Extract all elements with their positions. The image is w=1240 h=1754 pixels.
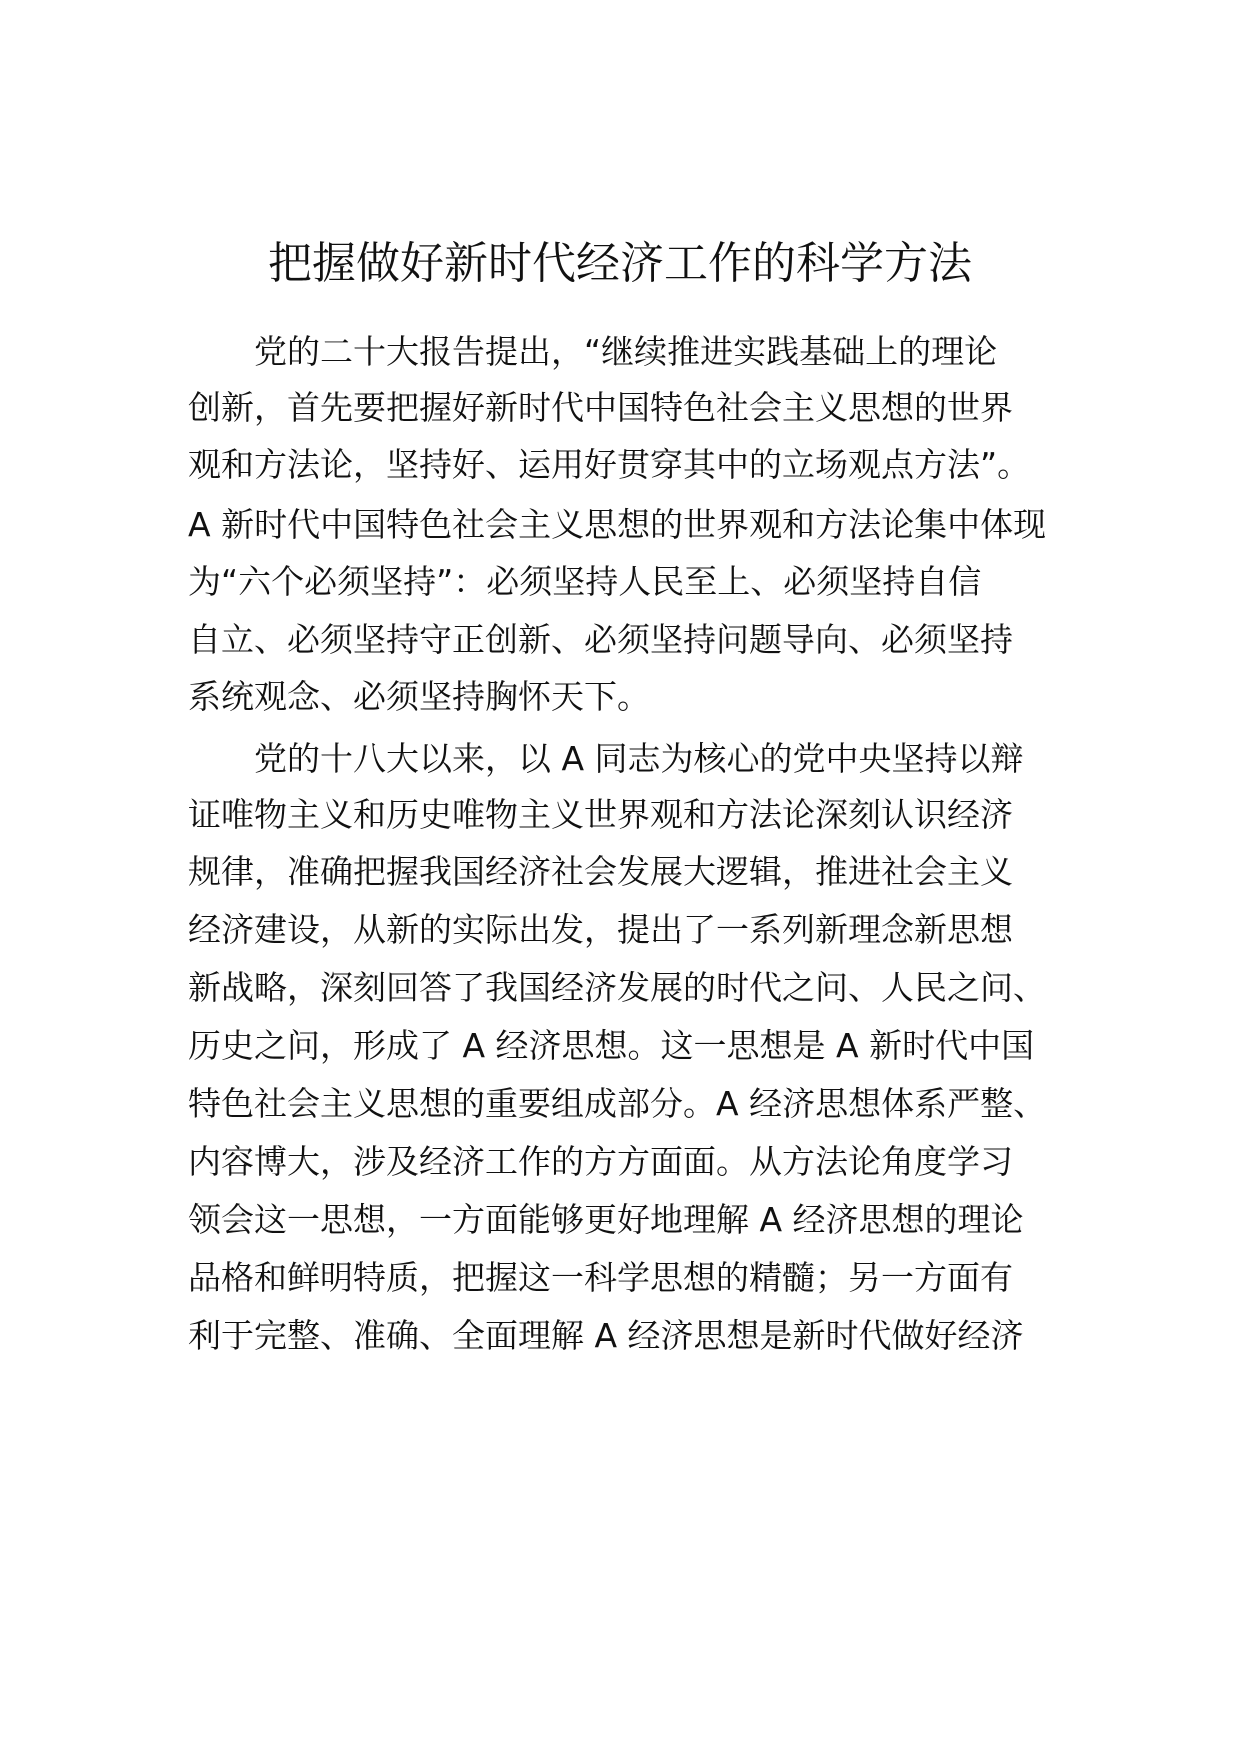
paragraph-2-line-4: 经济建设，从新的实际出发，提出了一系列新理念新思想 xyxy=(188,910,1013,949)
paragraph-1-line-4: A 新时代中国特色社会主义思想的世界观和方法论集中体现 xyxy=(188,505,1047,544)
paragraph-1-line-7: 系统观念、必须坚持胸怀天下。 xyxy=(188,677,650,716)
paragraph-2-line-8: 内容博大，涉及经济工作的方方面面。从方法论角度学习 xyxy=(188,1142,1013,1181)
paragraph-1-line-6: 自立、必须坚持守正创新、必须坚持问题导向、必须坚持 xyxy=(188,620,1013,659)
paragraph-1-line-1: 党的二十大报告提出，“继续推进实践基础上的理论 xyxy=(254,332,998,371)
paragraph-1-line-2: 创新，首先要把握好新时代中国特色社会主义思想的世界 xyxy=(188,388,1013,427)
paragraph-1-line-3: 观和方法论，坚持好、运用好贯穿其中的立场观点方法”。 xyxy=(188,445,1031,484)
paragraph-2-line-6: 历史之问，形成了 A 经济思想。这一思想是 A 新时代中国 xyxy=(188,1026,1035,1065)
paragraph-2-line-2: 证唯物主义和历史唯物主义世界观和方法论深刻认识经济 xyxy=(188,795,1013,834)
paragraph-1-line-5: 为“六个必须坚持”：必须坚持人民至上、必须坚持自信 xyxy=(188,562,982,601)
paragraph-2-line-1: 党的十八大以来，以 A 同志为核心的党中央坚持以辩 xyxy=(254,739,1024,778)
paragraph-2-line-11: 利于完整、准确、全面理解 A 经济思想是新时代做好经济 xyxy=(188,1316,1024,1355)
paragraph-2-line-3: 规律，准确把握我国经济社会发展大逻辑，推进社会主义 xyxy=(188,852,1013,891)
paragraph-2-line-9: 领会这一思想，一方面能够更好地理解 A 经济思想的理论 xyxy=(188,1200,1024,1239)
paragraph-2-line-7: 特色社会主义思想的重要组成部分。A 经济思想体系严整、 xyxy=(188,1084,1047,1123)
paragraph-2-line-5: 新战略，深刻回答了我国经济发展的时代之问、人民之问、 xyxy=(188,968,1046,1007)
paragraph-2-line-10: 品格和鲜明特质，把握这一科学思想的精髓；另一方面有 xyxy=(188,1258,1013,1297)
document-title: 把握做好新时代经济工作的科学方法 xyxy=(268,238,972,289)
